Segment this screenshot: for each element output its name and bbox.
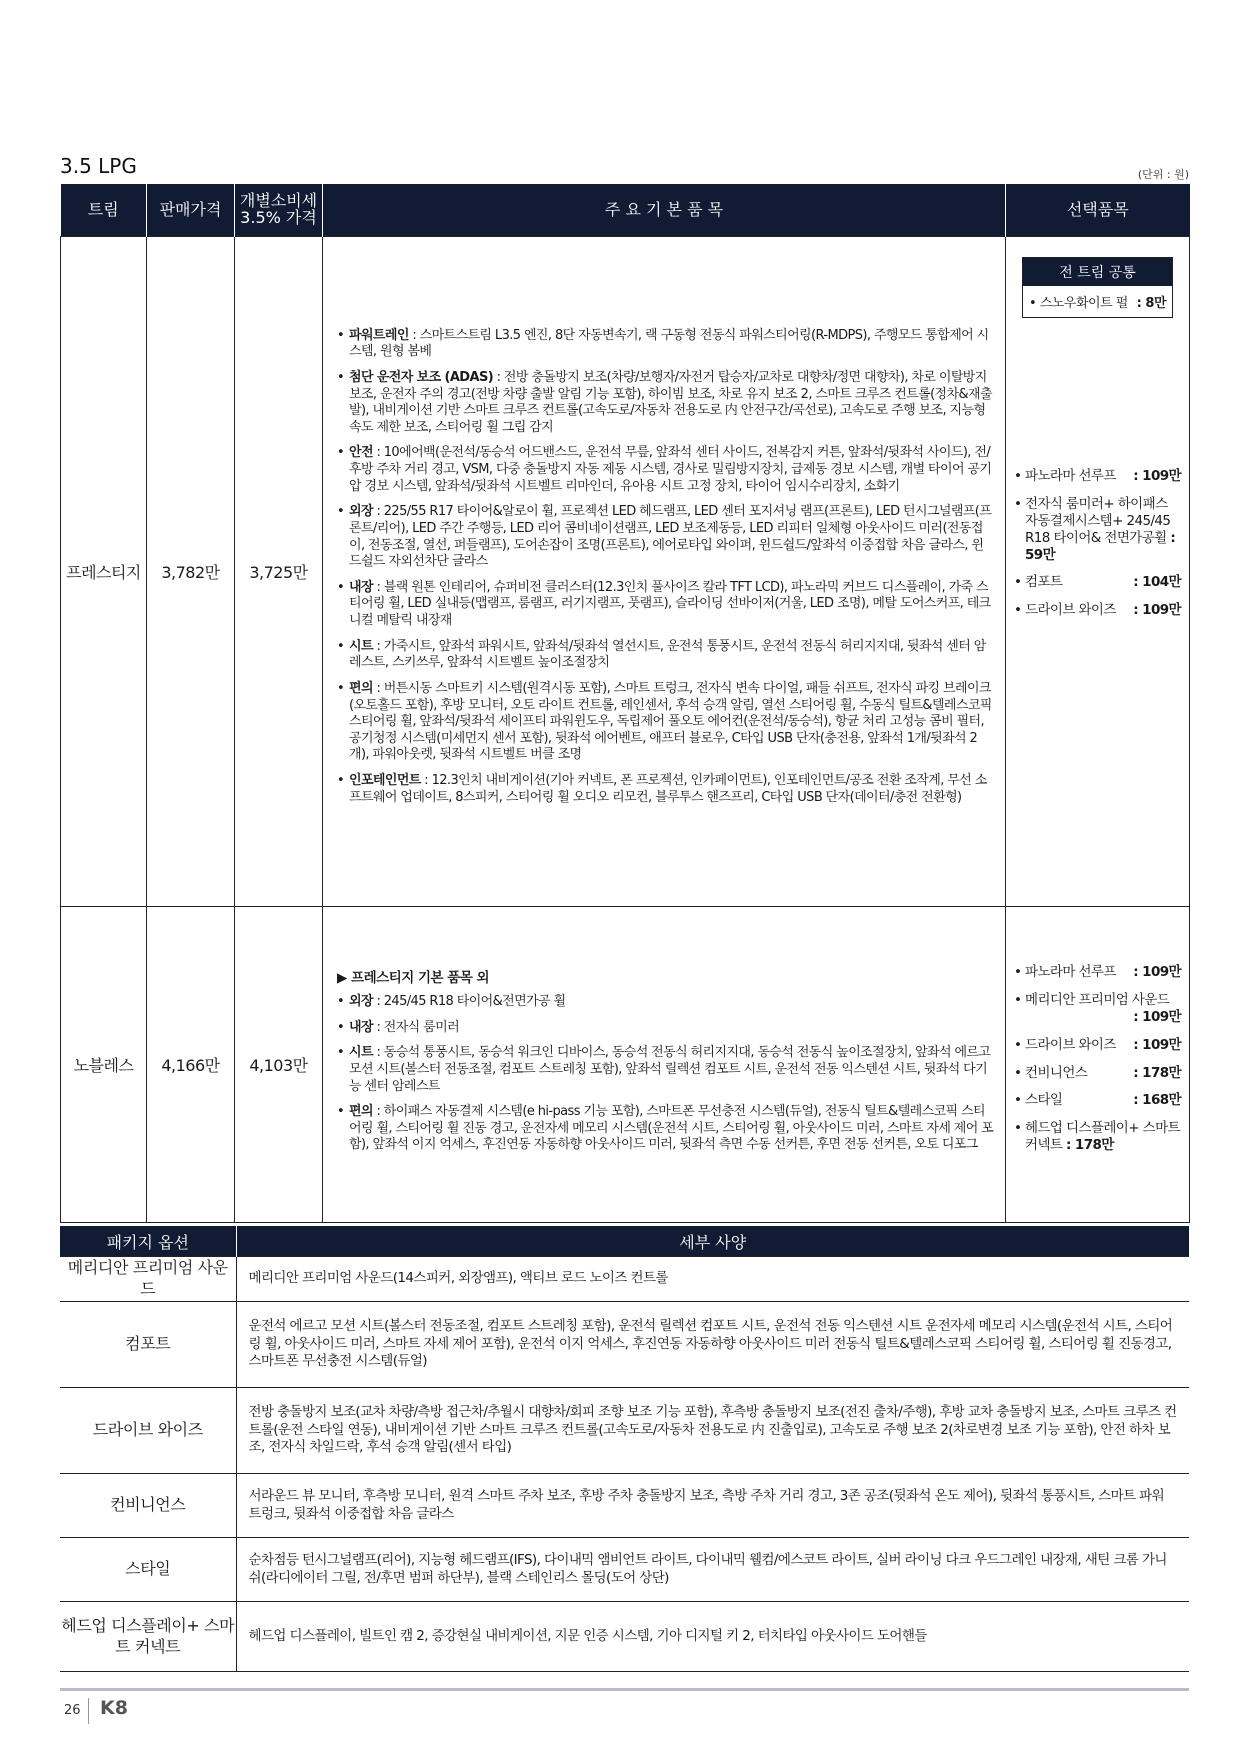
- table-row: [60, 1302, 1189, 1388]
- col-header-options: 선택품목: [1006, 184, 1190, 237]
- package-name: 드라이브 와이즈: [60, 1388, 236, 1474]
- option-list-cell: [1006, 237, 1190, 907]
- list-item: • 파노라마 선루프 : 109만: [1014, 964, 1181, 981]
- list-item: • 편의 : 하이패스 자동결제 시스템(e hi-pass 기능 포함), 스마트폰 무선충전 시스템(듀얼), 전동식 틸트&텔레스코픽 스티어링 휠, 스티어링 휠 진동 경고, 운전자세 메모리 시스템(운전석 시트, 스티어링 휠, 아웃사이드 미러, 스마트 자세 제어 포함), 앞좌석 이지 억세스, 후진연동 자동하향 아웃사이드 미러, 뒷좌석 측면 수동 선커튼, 후면 전동 선커튼, 오토 디포그: [337, 1104, 995, 1154]
- package-desc: 메리디안 프리미엄 사운드(14스피커, 외장앰프), 액티브 로드 노이즈 컨트롤: [236, 1257, 1189, 1302]
- package-name: 스타일: [60, 1538, 236, 1602]
- list-item: • 안전 : 10에어백(운전석/동승석 어드밴스드, 운전석 무릎, 앞좌석 센터 사이드, 전복감지 커튼, 앞좌석/뒷좌석 사이드), 전/후방 주차 거리 경고, VSM, 다중 충돌방지 자동 제동 시스템, 경사로 밀림방지장치, 급제동 경보 시스템, 개별 타이어 공기압 경보 시스템, 앞좌석/뒷좌석 시트벨트 리마인더, 유아용 시트 고정 장치, 타이어 임시수리장치, 소화기: [337, 445, 995, 495]
- trim-tax-price: 3,725만: [235, 237, 323, 907]
- col-header-package: 패키지 옵션: [60, 1226, 236, 1257]
- list-item: • 전자식 룸미러+ 하이패스 자동결제시스템+ 245/45 R18 타이어& 전면가공휠 : 59만: [1014, 496, 1181, 564]
- package-desc: 운전석 에르고 모션 시트(볼스터 전동조절, 컴포트 스트레칭 포함), 운전석 릴렉션 컴포트 시트, 운전석 전동 익스텐션 시트 운전자세 메모리 시스템(운전석 시트, 스티어링 휠, 아웃사이드 미러, 스마트 자세 제어 포함), 운전석 이지 억세스, 후진연동 자동하향 아웃사이드 미러 전동식 틸트&텔레스코픽 스티어링 휠, 스티어링 휠 진동경고, 스마트폰 무선충전 시스템(듀얼): [236, 1302, 1189, 1388]
- list-item: • 내장 : 전자식 룸미러: [337, 1020, 995, 1037]
- trim-price: 4,166만: [147, 907, 235, 1223]
- trim-price: 3,782만: [147, 237, 235, 907]
- col-header-detail: 세부 사양: [236, 1226, 1189, 1257]
- feature-list-cell: [323, 907, 1006, 1223]
- col-header-trim: 트림: [61, 184, 147, 237]
- list-item: • 헤드업 디스플레이+ 스마트 커넥트 : 178만: [1014, 1120, 1181, 1154]
- package-desc: 서라운드 뷰 모니터, 후측방 모니터, 원격 스마트 주차 보조, 후방 주차 충돌방지 보조, 측방 주차 거리 경고, 3존 공조(뒷좌석 온도 제어), 뒷좌석 통풍시트, 스마트 파워 트렁크, 뒷좌석 이중접합 차음 글라스: [236, 1474, 1189, 1538]
- package-desc: 헤드업 디스플레이, 빌트인 캠 2, 증강현실 내비게이션, 지문 인증 시스템, 기아 디지털 키 2, 터치타입 아웃사이드 도어핸들: [236, 1602, 1189, 1672]
- package-name: 메리디안 프리미엄 사운드: [60, 1257, 236, 1302]
- section-title: 3.5 LPG: [60, 154, 137, 178]
- feature-list-cell: [323, 237, 1006, 907]
- list-item: • 외장 : 245/45 R18 타이어&전면가공 휠: [337, 994, 995, 1011]
- list-item: • 시트 : 동승석 통풍시트, 동승석 워크인 디바이스, 동승석 전동식 허리지지대, 동승석 전동식 높이조절장치, 앞좌석 에르고 모션 시트(볼스터 전동조절, 컴포트 스트레칭 포함), 앞좌석 릴렉션 컴포트 시트, 운전석 전동 익스텐션 시트, 뒷좌석 다기능 센터 암레스트: [337, 1045, 995, 1095]
- feature-list: [337, 994, 995, 1154]
- table-row: [61, 907, 1190, 1223]
- table-row: [60, 1602, 1189, 1672]
- base-trim-note: ▶ 프레스티지 기본 품목 외: [337, 970, 490, 986]
- footer-divider: [60, 1688, 1189, 1691]
- table-row: [60, 1538, 1189, 1602]
- package-desc: 전방 충돌방지 보조(교차 차량/측방 접근차/추월시 대향차/회피 조향 보조 기능 포함), 후측방 충돌방지 보조(전진 출차/주행), 후방 교차 충돌방지 보조, 스마트 크루즈 컨트롤(운전 스타일 연동), 내비게이션 기반 스마트 크루즈 컨트롤(고속도로/자동차 전용도로 内 진출입로), 고속도로 주행 보조 2(차로변경 보조 기능 포함), 안전 하차 보조, 전자식 차일드락, 후석 승객 알림(센서 타입): [236, 1388, 1189, 1474]
- package-name: 컨비니언스: [60, 1474, 236, 1538]
- option-list-cell: [1006, 907, 1190, 1223]
- list-item: • 파워트레인 : 스마트스트림 L3.5 엔진, 8단 자동변속기, 랙 구동형 전동식 파워스티어링(R-MDPS), 주행모드 통합제어 시스템, 원형 봄베: [337, 328, 995, 361]
- list-item: • 파노라마 선루프 : 109만: [1014, 468, 1181, 485]
- table-row: [60, 1474, 1189, 1538]
- list-item: • 외장 : 225/55 R17 타이어&알로이 휠, 프로젝션 LED 헤드램프, LED 센터 포지셔닝 램프(프론트), LED 턴시그널램프(프론트/리어), LED 주간 주행등, LED 리어 콤비네이션램프, LED 보조제동등, LED 리피터 일체형 아웃사이드 미러(전동접이, 전동조절, 열선, 퍼들램프), 도어손잡이 조명(프론트), 에어로타입 와이퍼, 윈드쉴드/앞좌석 이중접합 차음 글라스, 윈드쉴드 자외선차단 글라스: [337, 504, 995, 571]
- feature-list: [337, 328, 995, 807]
- list-item: • 드라이브 와이즈 : 109만: [1014, 1037, 1181, 1054]
- trim-name: 프레스티지: [61, 237, 147, 907]
- unit-label: (단위 : 원): [1137, 168, 1189, 181]
- list-item: • 컴포트 : 104만: [1014, 574, 1181, 591]
- footer-separator: [88, 1698, 89, 1724]
- brand-logo: K8: [100, 1697, 128, 1719]
- list-item: • 인포테인먼트 : 12.3인치 내비게이션(기아 커넥트, 폰 프로젝션, 인카페이먼트), 인포테인먼트/공조 전환 조작계, 무선 소프트웨어 업데이트, 8스피커, 스티어링 휠 오디오 리모컨, 블루투스 핸즈프리, C타입 USB 단자(데이터/충전 전환형): [337, 773, 995, 806]
- list-item: • 스타일 : 168만: [1014, 1092, 1181, 1109]
- package-table: [60, 1226, 1189, 1672]
- col-header-price: 판매가격: [147, 184, 235, 237]
- list-item: • 편의 : 버튼시동 스마트키 시스템(원격시동 포함), 스마트 트렁크, 전자식 변속 다이얼, 패들 쉬프트, 전자식 파킹 브레이크(오토홀드 포함), 후방 모니터, 오토 라이트 컨트롤, 레인센서, 후석 승객 알림, 열선 스티어링 휠, 수동식 틸트&텔레스코픽 스티어링 휠, 앞좌석/뒷좌석 세이프티 파워윈도우, 독립제어 풀오토 에어컨(운전석/동승석), 항균 처리 고성능 콤비 필터, 공기청정 시스템(미세먼지 센서 포함), 뒷좌석 에어벤트, 애프터 블로우, C타입 USB 단자(충전용, 앞좌석 1개/뒷좌석 2개), 파워아웃렛, 뒷좌석 시트벨트 버클 조명: [337, 681, 995, 764]
- trim-tax-price: 4,103만: [235, 907, 323, 1223]
- col-header-tax-price: 개별소비세 3.5% 가격: [235, 184, 323, 237]
- option-list: [1014, 964, 1181, 1154]
- list-item: • 내장 : 블랙 원톤 인테리어, 슈퍼비전 클러스터(12.3인치 풀사이즈 칼라 TFT LCD), 파노라믹 커브드 디스플레이, 가죽 스티어링 휠, LED 실내등(맵램프, 룸램프, 러기지램프, 풋램프), 슬라이딩 선바이저(거울, LED 조명), 메탈 도어스커프, 테크니컬 메탈릭 내장재: [337, 580, 995, 630]
- trim-name: 노블레스: [61, 907, 147, 1223]
- list-item: • 드라이브 와이즈 : 109만: [1014, 602, 1181, 619]
- table-row: [60, 1388, 1189, 1474]
- list-item: • 첨단 운전자 보조 (ADAS) : 전방 충돌방지 보조(차량/보행자/자전거 탑승자/교차로 대향차/정면 대향차), 차로 이탈방지 보조, 운전자 주의 경고(전방 차량 출발 알림 기능 포함), 하이빔 보조, 차로 유지 보조 2, 스마트 크루즈 컨트롤(정차&재출발), 내비게이션 기반 스마트 크루즈 컨트롤(고속도로/자동차 전용도로 内 안전구간/곡선로), 고속도로 주행 보조, 지능형 속도 제한 보조, 스티어링 휠 그립 감지: [337, 370, 995, 437]
- package-name: 컴포트: [60, 1302, 236, 1388]
- list-item: • 메리디안 프리미엄 사운드 : 109만: [1014, 992, 1181, 1026]
- table-row: [61, 237, 1190, 907]
- option-list: [1014, 468, 1181, 619]
- common-option-item: • 스노우화이트 펄 : 8만: [1029, 296, 1166, 311]
- common-options-title: 전 트림 공통: [1023, 258, 1172, 286]
- list-item: • 컨비니언스 : 178만: [1014, 1065, 1181, 1082]
- price-table: [60, 184, 1190, 1223]
- package-name: 헤드업 디스플레이+ 스마트 커넥트: [60, 1602, 236, 1672]
- list-item: • 시트 : 가죽시트, 앞좌석 파워시트, 앞좌석/뒷좌석 열선시트, 운전석 통풍시트, 운전석 전동식 허리지지대, 뒷좌석 센터 암레스트, 스키쓰루, 앞좌석 시트벨트 높이조절장치: [337, 639, 995, 672]
- page-number: 26: [64, 1703, 81, 1718]
- package-desc: 순차점등 턴시그널램프(리어), 지능형 헤드램프(IFS), 다이내믹 앰비언트 라이트, 다이내믹 웰컴/에스코트 라이트, 실버 라이닝 다크 우드그레인 내장재, 새틴 크롬 가니쉬(라디에이터 그릴, 전/후면 범퍼 하단부), 블랙 스테인리스 몰딩(도어 상단): [236, 1538, 1189, 1602]
- common-options-box: [1022, 257, 1173, 318]
- col-header-features: 주 요 기 본 품 목: [323, 184, 1006, 237]
- table-row: [60, 1257, 1189, 1302]
